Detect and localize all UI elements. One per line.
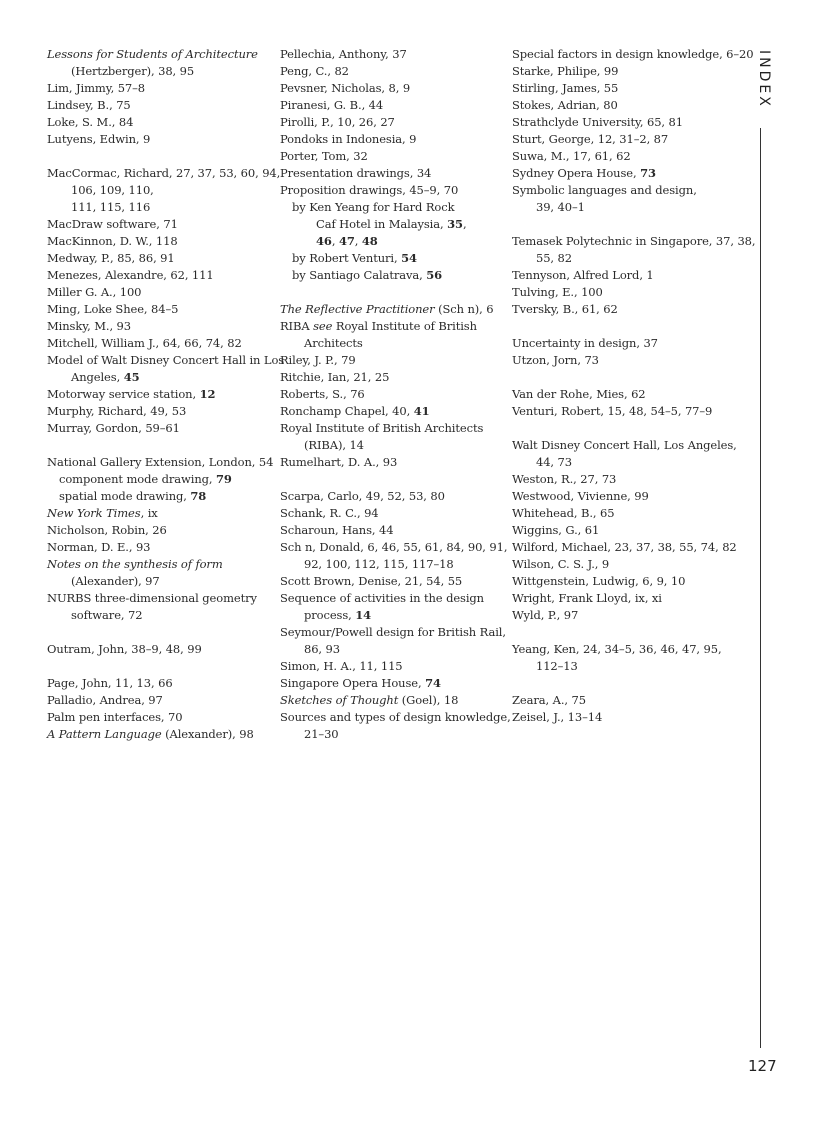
index-entry: Minsky, M., 93 bbox=[47, 319, 131, 333]
index-entry: Pevsner, Nicholas, 8, 9 bbox=[280, 81, 411, 95]
index-column-2 bbox=[280, 46, 511, 743]
index-entry: Mitchell, William J., 64, 66, 74, 82 bbox=[47, 336, 242, 350]
index-entry: Proposition drawings, 45–9, 70 bbox=[280, 183, 459, 197]
index-entry: Stirling, James, 55 bbox=[512, 81, 619, 95]
index-entry: Wiggins, G., 61 bbox=[512, 523, 600, 537]
index-subentry: 39, 40–1 bbox=[536, 200, 585, 214]
index-subentry: spatial mode drawing, 78 bbox=[59, 489, 207, 503]
entry-gap bbox=[280, 284, 495, 301]
index-subentry: (Alexander), 97 bbox=[71, 574, 160, 588]
index-entry: Strathclyde University, 65, 81 bbox=[512, 115, 683, 129]
index-subentry: 86, 93 bbox=[304, 642, 340, 656]
index-subentry: by Santiago Calatrava, 56 bbox=[292, 268, 443, 282]
index-entry: Uncertainty in design, 37 bbox=[512, 336, 658, 350]
index-entry: Weston, R., 27, 73 bbox=[512, 472, 617, 486]
page-number: 127 bbox=[748, 1057, 777, 1075]
index-subentry: 55, 82 bbox=[536, 251, 572, 265]
index-entry: Palm pen interfaces, 70 bbox=[47, 710, 183, 724]
index-subentry: component mode drawing, 79 bbox=[59, 472, 232, 486]
index-entry: Utzon, Jorn, 73 bbox=[512, 353, 599, 367]
index-entry: Menezes, Alexandre, 62, 111 bbox=[47, 268, 214, 282]
index-entry: NURBS three-dimensional geometry bbox=[47, 591, 257, 605]
index-entry: Walt Disney Concert Hall, Los Angeles, bbox=[512, 438, 737, 452]
index-entry: Presentation drawings, 34 bbox=[280, 166, 432, 180]
index-entry: Ronchamp Chapel, 40, 41 bbox=[280, 404, 430, 418]
index-entry: Scott Brown, Denise, 21, 54, 55 bbox=[280, 574, 463, 588]
index-subentry: by Ken Yeang for Hard Rock bbox=[292, 200, 455, 214]
entry-gap bbox=[47, 624, 262, 641]
index-subentry: software, 72 bbox=[71, 608, 143, 622]
entry-gap bbox=[280, 471, 495, 488]
index-entry: Ritchie, Ian, 21, 25 bbox=[280, 370, 390, 384]
index-subentry: 44, 73 bbox=[536, 455, 572, 469]
index-entry: Lim, Jimmy, 57–8 bbox=[47, 81, 146, 95]
index-entry: Singapore Opera House, 74 bbox=[280, 676, 441, 690]
index-entry: National Gallery Extension, London, 54 bbox=[47, 455, 274, 469]
index-entry: Wilson, C. S. J., 9 bbox=[512, 557, 610, 571]
index-entry: Notes on the synthesis of form bbox=[47, 557, 223, 571]
index-subentry: by Robert Venturi, 54 bbox=[292, 251, 417, 265]
index-entry: Suwa, M., 17, 61, 62 bbox=[512, 149, 631, 163]
index-entry: Sequence of activities in the design bbox=[280, 591, 484, 605]
index-entry: Wyld, P., 97 bbox=[512, 608, 579, 622]
index-entry: Rumelhart, D. A., 93 bbox=[280, 455, 398, 469]
index-subentry: process, 14 bbox=[304, 608, 372, 622]
index-subentry: 21–30 bbox=[304, 727, 339, 741]
index-entry: Palladio, Andrea, 97 bbox=[47, 693, 163, 707]
index-entry: Ming, Loke Shee, 84–5 bbox=[47, 302, 179, 316]
entry-gap bbox=[512, 216, 727, 233]
entry-gap bbox=[512, 420, 727, 437]
index-entry: Tversky, B., 61, 62 bbox=[512, 302, 618, 316]
entry-gap bbox=[512, 624, 727, 641]
index-entry: Special factors in design knowledge, 6–20 bbox=[512, 47, 754, 61]
index-entry: Temasek Polytechnic in Singapore, 37, 38, bbox=[512, 234, 756, 248]
index-entry: MacCormac, Richard, 27, 37, 53, 60, 94, bbox=[47, 166, 281, 180]
index-subentry: Angeles, 45 bbox=[71, 370, 140, 384]
index-entry: Riley, J. P., 79 bbox=[280, 353, 356, 367]
index-entry: Motorway service station, 12 bbox=[47, 387, 216, 401]
index-entry: Whitehead, B., 65 bbox=[512, 506, 615, 520]
index-entry: Lutyens, Edwin, 9 bbox=[47, 132, 151, 146]
section-label: INDEX bbox=[756, 49, 772, 109]
side-rule bbox=[760, 128, 761, 1048]
index-entry: Scharoun, Hans, 44 bbox=[280, 523, 394, 537]
index-subentry: 46, 47, 48 bbox=[316, 234, 378, 248]
index-entry: Pellechia, Anthony, 37 bbox=[280, 47, 407, 61]
index-entry: Seymour/Powell design for British Rail, bbox=[280, 625, 506, 639]
index-subentry: Architects bbox=[304, 336, 363, 350]
index-subentry: Caf Hotel in Malaysia, 35, bbox=[316, 217, 467, 231]
index-entry: New York Times, ix bbox=[47, 506, 158, 520]
index-subentry: 111, 115, 116 bbox=[71, 200, 151, 214]
index-entry: Lessons for Students of Architecture bbox=[47, 47, 258, 61]
index-entry: Wilford, Michael, 23, 37, 38, 55, 74, 82 bbox=[512, 540, 737, 554]
index-entry: Sources and types of design knowledge, bbox=[280, 710, 511, 724]
entry-gap bbox=[47, 148, 262, 165]
index-entry: Murphy, Richard, 49, 53 bbox=[47, 404, 187, 418]
index-entry: Pondoks in Indonesia, 9 bbox=[280, 132, 417, 146]
index-entry: Norman, D. E., 93 bbox=[47, 540, 151, 554]
index-entry: MacDraw software, 71 bbox=[47, 217, 178, 231]
index-entry: Loke, S. M., 84 bbox=[47, 115, 134, 129]
index-entry: RIBA see Royal Institute of British bbox=[280, 319, 477, 333]
index-entry: Wright, Frank Lloyd, ix, xi bbox=[512, 591, 662, 605]
index-entry: Zeara, A., 75 bbox=[512, 693, 586, 707]
index-subentry: (RIBA), 14 bbox=[304, 438, 364, 452]
index-entry: Tennyson, Alfred Lord, 1 bbox=[512, 268, 654, 282]
index-entry: Sydney Opera House, 73 bbox=[512, 166, 656, 180]
index-entry: Starke, Philipe, 99 bbox=[512, 64, 619, 78]
index-entry: Royal Institute of British Architects bbox=[280, 421, 484, 435]
index-entry: Wittgenstein, Ludwig, 6, 9, 10 bbox=[512, 574, 686, 588]
index-entry: Sch n, Donald, 6, 46, 55, 61, 84, 90, 91, bbox=[280, 540, 508, 554]
index-entry: Peng, C., 82 bbox=[280, 64, 349, 78]
index-column-3 bbox=[512, 46, 756, 726]
index-entry: Porter, Tom, 32 bbox=[280, 149, 368, 163]
index-subentry: (Hertzberger), 38, 95 bbox=[71, 64, 195, 78]
index-entry: A Pattern Language (Alexander), 98 bbox=[47, 727, 254, 741]
index-entry: Lindsey, B., 75 bbox=[47, 98, 131, 112]
entry-gap bbox=[512, 675, 727, 692]
index-subentry: 92, 100, 112, 115, 117–18 bbox=[304, 557, 454, 571]
index-entry: The Reflective Practitioner (Sch n), 6 bbox=[280, 302, 494, 316]
index-subentry: 106, 109, 110, bbox=[71, 183, 154, 197]
index-subentry: 112–13 bbox=[536, 659, 578, 673]
index-entry: Scarpa, Carlo, 49, 52, 53, 80 bbox=[280, 489, 445, 503]
index-entry: Roberts, S., 76 bbox=[280, 387, 365, 401]
entry-gap bbox=[512, 318, 727, 335]
index-entry: Van der Rohe, Mies, 62 bbox=[512, 387, 646, 401]
index-entry: Sketches of Thought (Goel), 18 bbox=[280, 693, 459, 707]
index-entry: Zeisel, J., 13–14 bbox=[512, 710, 603, 724]
index-entry: Outram, John, 38–9, 48, 99 bbox=[47, 642, 202, 656]
index-entry: Tulving, E., 100 bbox=[512, 285, 603, 299]
index-entry: Simon, H. A., 11, 115 bbox=[280, 659, 403, 673]
index-entry: Murray, Gordon, 59–61 bbox=[47, 421, 180, 435]
index-entry: Page, John, 11, 13, 66 bbox=[47, 676, 173, 690]
index-entry: Stokes, Adrian, 80 bbox=[512, 98, 618, 112]
index-column-1 bbox=[47, 46, 285, 743]
index-entry: MacKinnon, D. W., 118 bbox=[47, 234, 178, 248]
index-entry: Symbolic languages and design, bbox=[512, 183, 697, 197]
index-entry: Nicholson, Robin, 26 bbox=[47, 523, 167, 537]
index-entry: Medway, P., 85, 86, 91 bbox=[47, 251, 175, 265]
entry-gap bbox=[47, 658, 262, 675]
index-entry: Westwood, Vivienne, 99 bbox=[512, 489, 649, 503]
entry-gap bbox=[47, 437, 262, 454]
index-entry: Schank, R. C., 94 bbox=[280, 506, 379, 520]
index-entry: Piranesi, G. B., 44 bbox=[280, 98, 384, 112]
entry-gap bbox=[512, 369, 727, 386]
index-entry: Miller G. A., 100 bbox=[47, 285, 142, 299]
index-entry: Venturi, Robert, 15, 48, 54–5, 77–9 bbox=[512, 404, 713, 418]
index-entry: Sturt, George, 12, 31–2, 87 bbox=[512, 132, 669, 146]
index-entry: Pirolli, P., 10, 26, 27 bbox=[280, 115, 395, 129]
index-entry: Yeang, Ken, 24, 34–5, 36, 46, 47, 95, bbox=[512, 642, 722, 656]
index-entry: Model of Walt Disney Concert Hall in Los bbox=[47, 353, 285, 367]
